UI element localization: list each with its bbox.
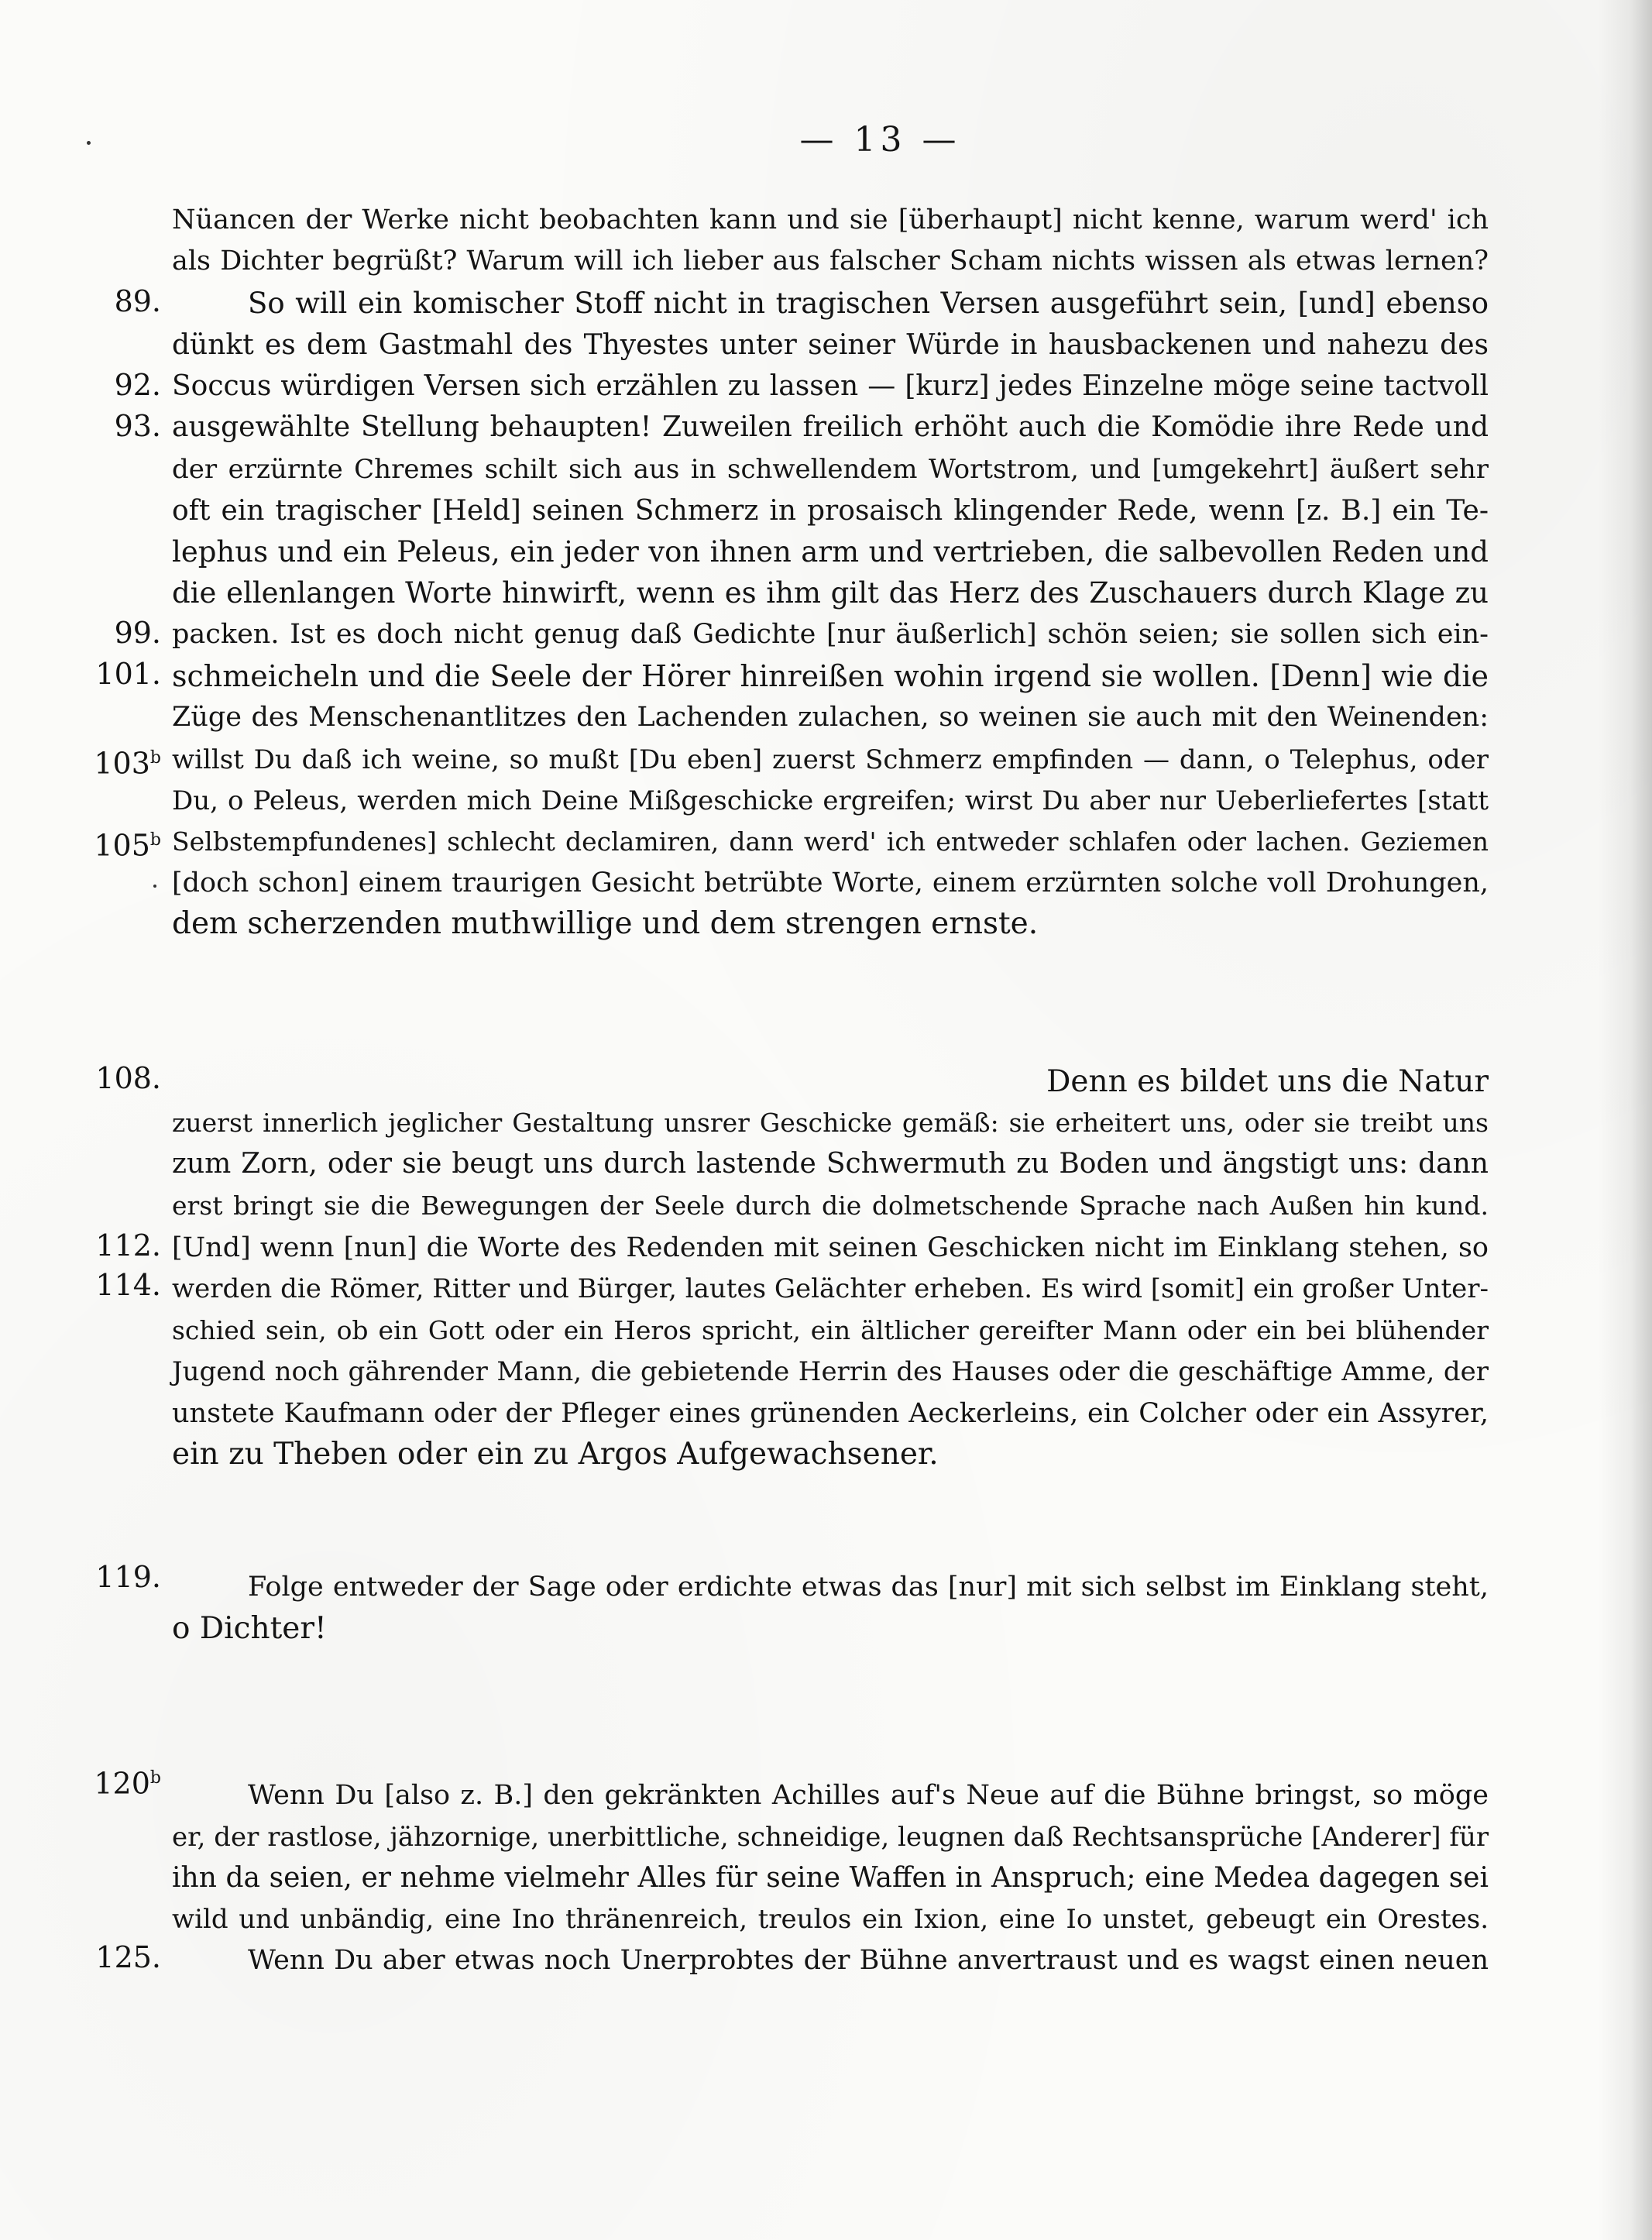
line-number: [84, 1758, 161, 1799]
text-line: er, der rastlose, jähzornige, unerbittliche, schneidige, leugnen daß Rechtsansprüche [Anderer] für: [172, 1822, 1489, 1853]
text-line: ein zu Theben oder ein zu Argos Aufgewachsener.: [172, 1437, 939, 1472]
page-number: — 13 —: [799, 120, 961, 160]
text-line: erst bringt sie die Bewegungen der Seele durch die dolmetschende Sprache nach Außen hin kund.: [172, 1190, 1489, 1221]
text-line: Wenn Du [also z. B.] den gekränkten Achilles auf's Neue auf die Bühne bringst, so möge: [248, 1780, 1489, 1811]
line-number-value: 120: [94, 1766, 150, 1801]
text-line: zum Zorn, oder sie beugt uns durch lastende Schwermuth zu Boden und ängstigt uns: dann: [172, 1148, 1489, 1180]
line-number: 99.: [114, 616, 161, 650]
line-number: 89.: [114, 284, 161, 318]
text-line: Wenn Du aber etwas noch Unerprobtes der Bühne anvertraust und es wagst einen neuen: [248, 1945, 1489, 1976]
line-number-value: 103: [94, 746, 150, 781]
line-number-value: 105: [94, 828, 150, 863]
text-line: schied sein, ob ein Gott oder ein Heros spricht, ein ältlicher gereifter Mann oder ein bei blühender: [172, 1315, 1489, 1345]
text-line: [doch schon] einem traurigen Gesicht betrübte Worte, einem erzürnten solche voll Drohungen,: [172, 867, 1489, 898]
text-line: packen. Ist es doch nicht genug daß Gedichte [nur äußerlich] schön seien; sie sollen sich ein-: [172, 619, 1489, 650]
text-line: oft ein tragischer [Held] seinen Schmerz in prosaisch klingender Rede, wenn [z. B.] ein Te-: [172, 495, 1489, 527]
line-number: 125.: [95, 1940, 161, 1974]
text-line: o Dichter!: [172, 1611, 327, 1646]
text-line: lephus und ein Peleus, ein jeder von ihnen arm und vertrieben, die salbevollen Reden und: [172, 535, 1489, 569]
page-edge-shadow: [1598, 0, 1652, 2240]
text-line: Denn es bildet uns die Natur: [1046, 1064, 1489, 1099]
line-number: 92.: [114, 368, 161, 402]
text-line: ausgewählte Stellung behaupten! Zuweilen freilich erhöht auch die Komödie ihre Rede und: [172, 411, 1489, 443]
line-number: 108.: [95, 1061, 161, 1095]
text-line: werden die Römer, Ritter und Bürger, lautes Gelächter erheben. Es wird [somit] ein großer Unter-: [172, 1273, 1489, 1304]
line-number: 93.: [114, 409, 161, 443]
text-line: Folge entweder der Sage oder erdichte etwas das [nur] mit sich selbst im Einklang steht,: [248, 1572, 1489, 1603]
line-number: [84, 738, 161, 781]
line-number: 101.: [95, 657, 161, 691]
text-line: ihn da seien, er nehme vielmehr Alles für seine Waffen in Anspruch; eine Medea dagegen sei: [172, 1862, 1489, 1894]
line-number: 119.: [95, 1560, 161, 1594]
line-number: [84, 820, 161, 861]
speck-mark: [153, 885, 156, 888]
line-number-suffix: b: [149, 748, 161, 768]
line-number: 114.: [95, 1268, 161, 1302]
line-number-suffix: b: [149, 1768, 161, 1788]
text-line: unstete Kaufmann oder der Pfleger eines grünenden Aeckerleins, ein Colcher oder ein Assyrer,: [172, 1398, 1489, 1429]
text-line: [Und] wenn [nun] die Worte des Redenden mit seinen Geschicken nicht im Einklang stehen, so: [172, 1232, 1489, 1263]
text-line: der erzürnte Chremes schilt sich aus in schwellendem Wortstrom, und [umgekehrt] äußert sehr: [172, 454, 1489, 485]
text-line: Selbstempfundenes] schlecht declamiren, dann werd' ich entweder schlafen oder lachen. Geziemen: [172, 826, 1489, 857]
line-number: 112.: [95, 1228, 161, 1263]
text-line: dem scherzenden muthwillige und dem strengen ernste.: [172, 906, 1039, 941]
text-line: die ellenlangen Worte hinwirft, wenn es ihm gilt das Herz des Zuschauers durch Klage zu: [172, 576, 1489, 610]
text-line: wild und unbändig, eine Ino thränenreich, treulos ein Ixion, eine Io unstet, gebeugt ein Orestes.: [172, 1904, 1489, 1935]
text-line: willst Du daß ich weine, so mußt [Du eben] zuerst Schmerz empfinden — dann, o Telephus, oder: [172, 744, 1489, 775]
text-line: Du, o Peleus, werden mich Deine Mißgeschicke ergreifen; wirst Du aber nur Ueberliefertes [statt: [172, 785, 1489, 816]
text-line: Züge des Menschenantlitzes den Lachenden zulachen, so weinen sie auch mit den Weinenden:: [172, 702, 1489, 733]
text-line: zuerst innerlich jeglicher Gestaltung unsrer Geschicke gemäß: sie erheitert uns, oder sie treibt uns: [172, 1108, 1489, 1138]
text-line: Soccus würdigen Versen sich erzählen zu lassen — [kurz] jedes Einzelne möge seine tactvoll: [172, 370, 1489, 402]
text-line: So will ein komischer Stoff nicht in tragischen Versen ausgeführt sein, [und] ebenso: [248, 287, 1489, 320]
text-line: Nüancen der Werke nicht beobachten kann und sie [überhaupt] nicht kenne, warum werd' ich: [172, 204, 1489, 235]
text-line: dünkt es dem Gastmahl des Thyestes unter seiner Würde in hausbackenen und nahezu des: [172, 329, 1489, 361]
text-line: als Dichter begrüßt? Warum will ich lieber aus falscher Scham nichts wissen als etwas lernen?: [172, 246, 1489, 277]
line-number-suffix: b: [149, 830, 161, 850]
text-line: Jugend noch gährender Mann, die gebietende Herrin des Hauses oder die geschäftige Amme, der: [172, 1356, 1489, 1387]
text-line: schmeicheln und die Seele der Hörer hinreißen wohin irgend sie wollen. [Denn] wie die: [172, 659, 1489, 693]
